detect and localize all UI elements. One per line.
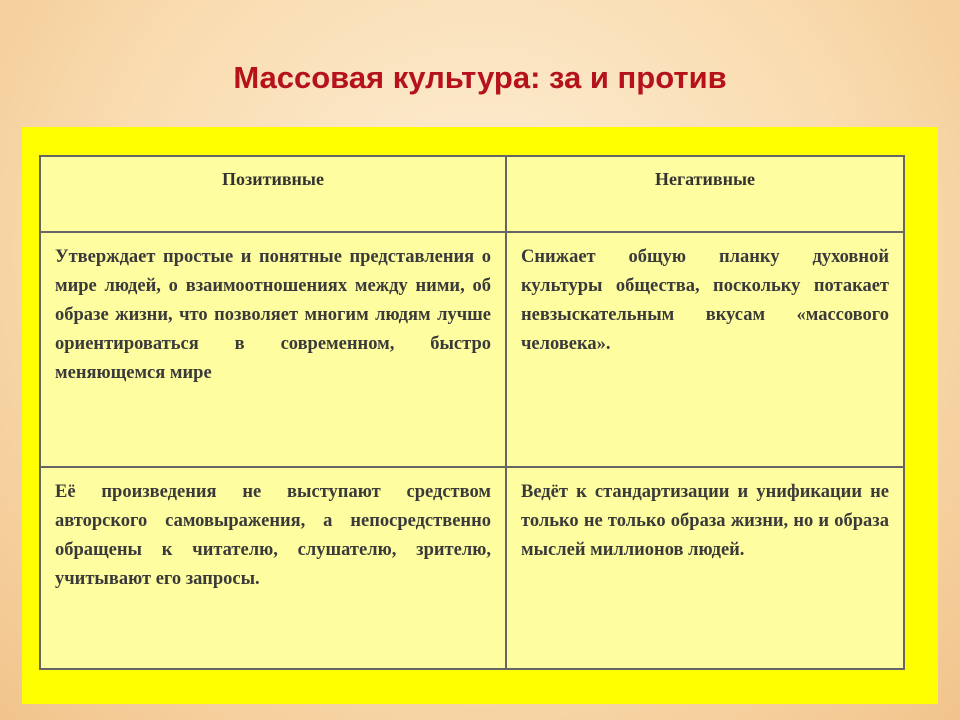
comparison-table — [39, 155, 905, 670]
table-row — [40, 232, 904, 467]
cell-negative-2: Ведёт к стандартизации и унификации не только не только образа жизни, но и образа мыслей миллионов людей. — [506, 467, 904, 669]
slide-title: Массовая культура: за и против — [233, 60, 727, 95]
header-negative: Негативные — [506, 156, 904, 232]
cell-negative-1: Снижает общую планку духовной культуры общества, поскольку потакает невзыскательным вкусам «массового человека». — [506, 232, 904, 467]
header-positive: Позитивные — [40, 156, 506, 232]
table-header-row — [40, 156, 904, 232]
yellow-panel — [22, 127, 938, 704]
table-row — [40, 467, 904, 669]
cell-positive-1: Утверждает простые и понятные представления о мире людей, о взаимоотношениях между ними, об образе жизни, что позволяет многим людям лучше ориентироваться в современном, быстро меняющемся мире — [40, 232, 506, 467]
cell-positive-2: Её произведения не выступают средством авторского самовыражения, а непосредственно обращены к читателю, слушателю, зрителю, учитывают его запросы. — [40, 467, 506, 669]
